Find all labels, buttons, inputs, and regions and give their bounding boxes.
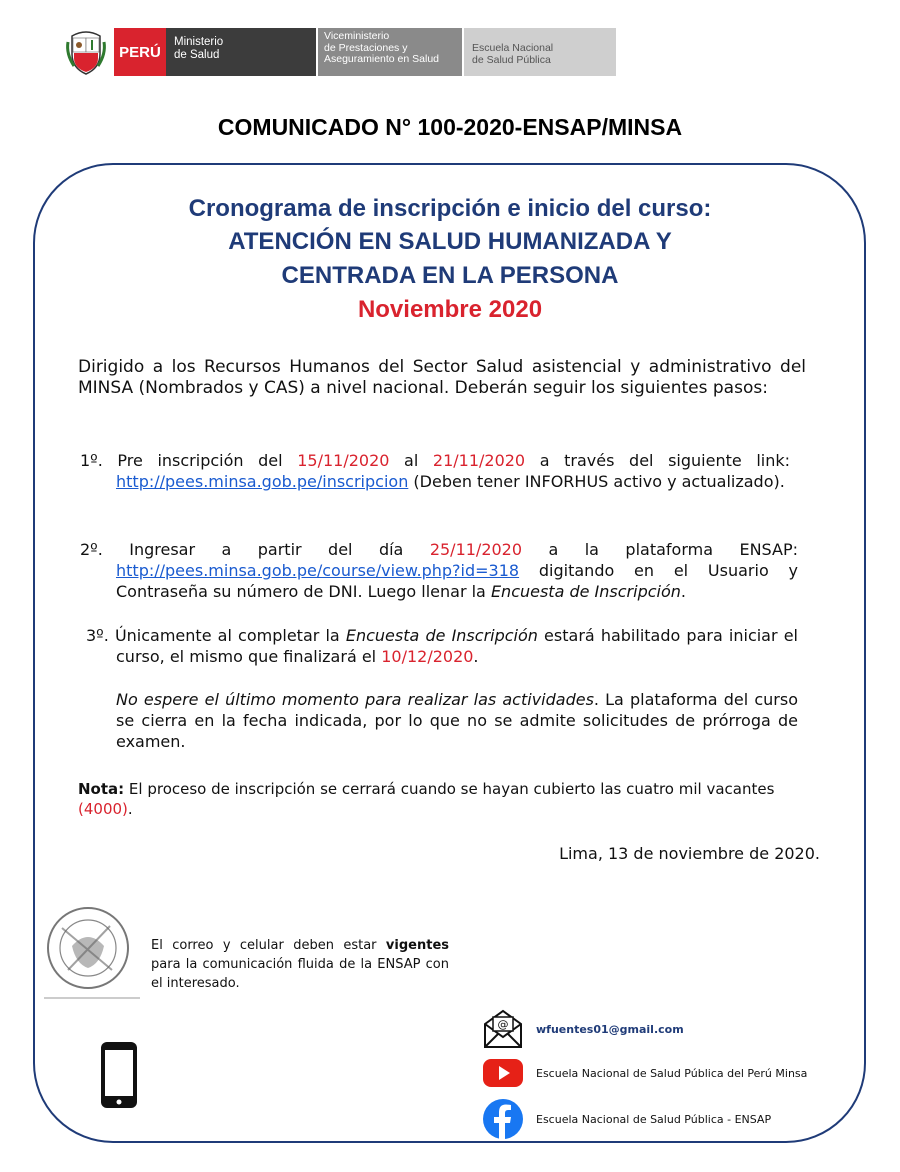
title-month: Noviembre 2020 (357, 296, 543, 323)
step-3-text-a: Únicamente al completar la (108, 626, 346, 645)
title-line-2: ATENCIÓN EN SALUD HUMANIZADA Y (228, 228, 672, 255)
svg-text:@: @ (497, 1018, 509, 1031)
nota-paragraph (78, 779, 818, 819)
step-2-number: 2º. (80, 540, 103, 559)
step-2-date: 25/11/2020 (429, 540, 523, 559)
ensp-line-1: Escuela Nacional (472, 42, 554, 54)
step-2-text-d: . (680, 582, 686, 601)
contact-note (151, 936, 449, 993)
youtube-channel[interactable]: Escuela Nacional de Salud Pública del Perú Minsa (536, 1066, 808, 1080)
title-line-1: Cronograma de inscripción e inicio del curso: (188, 195, 712, 222)
step-3-text-c: . (473, 647, 479, 666)
step-2-text-b: a la plataforma ENSAP: (522, 540, 798, 559)
contact-note-a: El correo y celular deben estar (151, 938, 386, 953)
facebook-contact (482, 1098, 771, 1140)
step-1-text-d: (Deben tener INFORHUS activo y actualizado). (408, 472, 785, 491)
facebook-icon[interactable] (482, 1098, 524, 1140)
email-address[interactable]: wfuentes01@gmail.com (536, 1022, 684, 1036)
vice-line-1: Viceministerio (324, 30, 390, 42)
contact-note-bold: vigentes (385, 938, 449, 953)
ensp-label (464, 28, 616, 76)
facebook-page[interactable]: Escuela Nacional de Salud Pública - ENSAP (536, 1112, 772, 1126)
nota-label: Nota: (78, 780, 125, 798)
seal-stamp (42, 898, 142, 1004)
step-1-text-c: a través del siguiente link: (525, 451, 791, 470)
step-3-date: 10/12/2020 (381, 647, 474, 666)
vice-line-3: Aseguramiento en Salud (324, 53, 439, 65)
step-3-encuesta: Encuesta de Inscripción (345, 626, 538, 645)
minsa-label (166, 28, 316, 76)
date-place: Lima, 13 de noviembre de 2020. (559, 844, 820, 863)
minsa-line-1: Ministerio (174, 36, 224, 48)
nota-text: El proceso de inscripción se cerrará cuando se hayan cubierto las cuatro mil vacantes (124, 780, 775, 798)
viceministerio-label (318, 28, 462, 76)
step-1 (80, 450, 790, 492)
warning-rest: . La plataforma del curso se cierra en la fecha indicada, por lo que no se admite solicitudes de prórroga de examen. (116, 690, 798, 751)
course-titles (0, 193, 900, 327)
vice-line-2: de Prestaciones y (324, 41, 408, 54)
mail-icon (482, 1008, 524, 1050)
step-2 (80, 539, 798, 602)
minsa-line-2: de Salud (174, 49, 220, 61)
contact-note-b: para la comunicación fluida de la ENSAP con el interesado. (151, 957, 449, 991)
youtube-contact (482, 1052, 807, 1094)
peru-label: PERÚ (114, 28, 166, 76)
step-1-number: 1º. (80, 451, 103, 470)
step-3-number: 3º. (86, 626, 109, 645)
peru-shield-icon (64, 28, 108, 76)
intro-paragraph: Dirigido a los Recursos Humanos del Sector Salud asistencial y administrativo del MINSA (Nombrados y CAS) a nivel nacional. Deberán seguir los siguientes pasos: (78, 357, 806, 398)
step-3 (86, 625, 798, 667)
step-1-date-end: 21/11/2020 (432, 451, 526, 470)
warning-emphasis: No espere el último momento para realizar las actividades (116, 690, 594, 709)
comunicado-heading: COMUNICADO N° 100-2020-ENSAP/MINSA (217, 114, 683, 140)
warning-paragraph (116, 689, 798, 752)
step-2-encuesta: Encuesta de Inscripción (490, 582, 681, 601)
email-contact (482, 1008, 684, 1050)
title-line-3: CENTRADA EN LA PERSONA (281, 262, 619, 289)
course-link[interactable]: http://pees.minsa.gob.pe/course/view.php?id=318 (116, 561, 520, 580)
step-1-text-a: Pre inscripción del (117, 451, 298, 470)
step-2-text-c: digitando en el Usuario y Contraseña su número de DNI. Luego llenar la (116, 561, 798, 601)
ensp-line-2: de Salud Pública (472, 53, 551, 66)
phone-icon (99, 1040, 139, 1110)
youtube-icon[interactable] (482, 1052, 524, 1094)
header-logos (64, 28, 616, 76)
nota-vacantes: (4000) (78, 800, 128, 818)
step-1-text-b: al (389, 451, 433, 470)
step-2-text-a: Ingresar a partir del día (102, 540, 430, 559)
step-1-date-start: 15/11/2020 (297, 451, 390, 470)
step-3-text-b: estará habilitado para iniciar el curso, el mismo que finalizará el (116, 626, 798, 666)
inscripcion-link[interactable]: http://pees.minsa.gob.pe/inscripcion (116, 472, 409, 491)
nota-end: . (127, 800, 133, 818)
